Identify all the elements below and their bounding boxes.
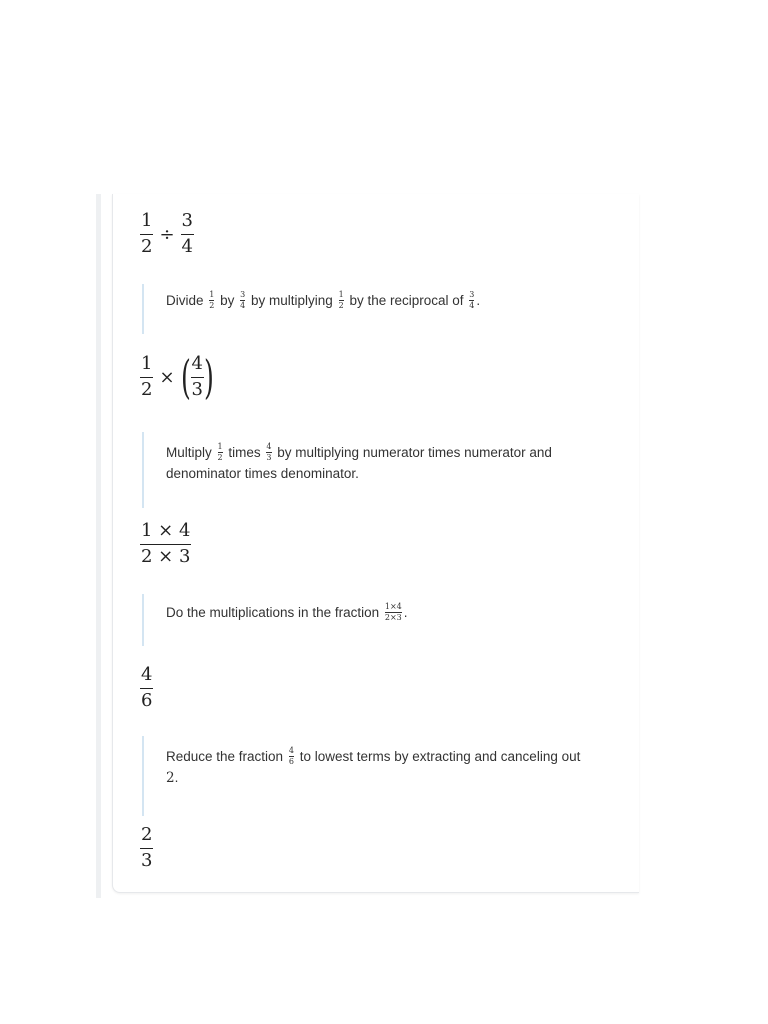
step-2-explanation: Multiply $\frac{1}{2}$ times $\frac{4}{3}$ by multiplying numerator times numerator and denominator times denominator. [142, 432, 636, 508]
fraction: 1 × 4 2 × 3 [141, 520, 191, 567]
denominator: 2 [141, 235, 153, 257]
denominator: 4 [181, 235, 193, 257]
numerator: 1 [141, 210, 153, 231]
multiply-operator: × [159, 366, 175, 388]
step-1-explanation: Divide $\frac{1}{2}$ by $\frac{3}{4}$ by multiplying $\frac{1}{2}$ by the reciprocal of $\frac{3}{4}$ . [142, 284, 636, 334]
fraction [181, 212, 194, 257]
step-2-expression [140, 350, 214, 404]
numerator: 3 [181, 210, 193, 231]
scroll-rail [96, 194, 101, 898]
step-1-expression [140, 212, 194, 257]
left-paren: ( [180, 350, 191, 404]
right-paren: ) [203, 350, 214, 404]
step-3-expression [140, 522, 191, 567]
fraction: 4 6 [141, 664, 153, 711]
step-4-expression [140, 666, 153, 711]
step-4-explanation: Reduce the fraction $\frac{4}{6}$ to lowest terms by extracting and canceling out 2. [142, 736, 636, 816]
divide-operator: ÷ [159, 223, 175, 245]
fraction: 1 2 [141, 352, 153, 400]
step-3-explanation: Do the multiplications in the fraction $\frac{1\times 4}{2\times 3}$ . [142, 594, 636, 646]
fraction [140, 212, 153, 257]
fraction: 4 3 [191, 352, 203, 400]
step-5-result [140, 826, 153, 871]
fraction: 2 3 [141, 824, 153, 871]
